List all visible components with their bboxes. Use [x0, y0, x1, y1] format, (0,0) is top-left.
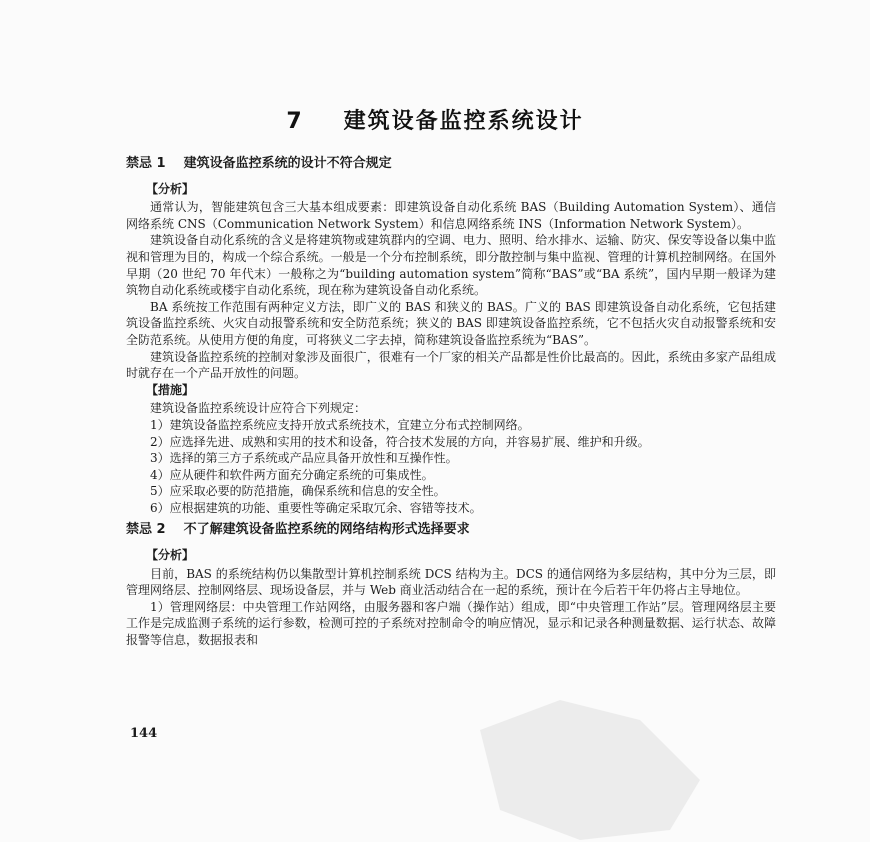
paragraph: BA 系统按工作范围有两种定义方法，即广义的 BAS 和狭义的 BAS。广义的 BAS 即建筑设备自动化系统，它包括建筑设备监控系统、火灾自动报警系统和安全防范系统；狭义的 BAS 即建筑设备监控系统，它不包括火灾自动报警系统和安全防范系统。从使用方便的角度，可将狭义二字去掉，简称建筑设备监控系统为“BAS”。 [126, 299, 776, 347]
chapter-number: 7 [286, 109, 304, 134]
analysis-label: 【分析】 [146, 548, 195, 563]
paragraph: 建筑设备监控系统的控制对象涉及面很广，很难有一个厂家的相关产品都是性价比最高的。因此，系统由多家产品组成时就存在一个产品开放性的问题。 [126, 349, 776, 381]
page-number: 144 [130, 726, 158, 741]
watermark-graphic [440, 690, 720, 840]
page-content [126, 156, 776, 649]
list-item: 6）应根据建筑的功能、重要性等确定采取冗余、容错等技术。 [150, 500, 482, 515]
measures-label: 【措施】 [146, 382, 195, 397]
paragraph: 建筑设备监控系统设计应符合下列规定： [150, 401, 367, 416]
section-title: 建筑设备监控系统的设计不符合规定 [183, 156, 392, 171]
section-tag: 禁忌 2 [126, 522, 166, 538]
list-item: 5）应采取必要的防范措施，确保系统和信息的安全性。 [150, 484, 446, 499]
paragraph: 建筑设备自动化系统的含义是将建筑物或建筑群内的空调、电力、照明、给水排水、运输、防灾、保安等设备以集中监视和管理为目的，构成一个综合系统。一般是一个分布控制系统，即分散控制与集中监视、管理的计算机控制网络。在国外早期（20 世纪 70 年代末）一般称之为“building automation system”简称“BAS”或“BA 系统”，国内早期一般译为建筑物自动化系统或楼宇自动化系统，现在称为建筑设备自动化系统。 [126, 233, 776, 298]
list-item: 1）建筑设备监控系统应支持开放式系统技术，宜建立分布式控制网络。 [150, 417, 530, 432]
section-tag: 禁忌 1 [126, 156, 166, 171]
list-item: 3）选择的第三方子系统或产品应具备开放性和互操作性。 [150, 451, 458, 466]
paragraph: 目前，BAS 的系统结构仍以集散型计算机控制系统 DCS 结构为主。DCS 的通信网络为多层结构，其中分为三层，即管理网络层、控制网络层、现场设备层，并与 Web 商业活动结合在一起的系统，预计在今后若干年仍将占主导地位。 [126, 566, 776, 598]
analysis-label: 【分析】 [146, 181, 195, 196]
chapter-title-text: 建筑设备监控系统设计 [343, 109, 584, 134]
paragraph: 1）管理网络层：中央管理工作站网络，由服务器和客户端（操作站）组成，即“中央管理工作站”层。管理网络层主要工作是完成监测子系统的运行参数，检测可控的子系统对控制命令的响应情况，显示和记录各种测量数据、运行状态、故障报警等信息，数据报表和 [126, 599, 776, 648]
section-heading-1 [126, 156, 776, 173]
chapter-title [0, 104, 870, 135]
paragraph: 通常认为，智能建筑包含三大基本组成要素：即建筑设备自动化系统 BAS（Building Automation System）、通信网络系统 CNS（Communication Network System）和信息网络系统 INS（Information Network System）。 [126, 200, 776, 231]
section-heading-2 [126, 522, 776, 539]
section-title: 不了解建筑设备监控系统的网络结构形式选择要求 [183, 522, 470, 538]
list-item: 2）应选择先进、成熟和实用的技术和设备，符合技术发展的方向，并容易扩展、维护和升级。 [150, 434, 650, 449]
list-item: 4）应从硬件和软件两方面充分确定系统的可集成性。 [150, 467, 434, 482]
